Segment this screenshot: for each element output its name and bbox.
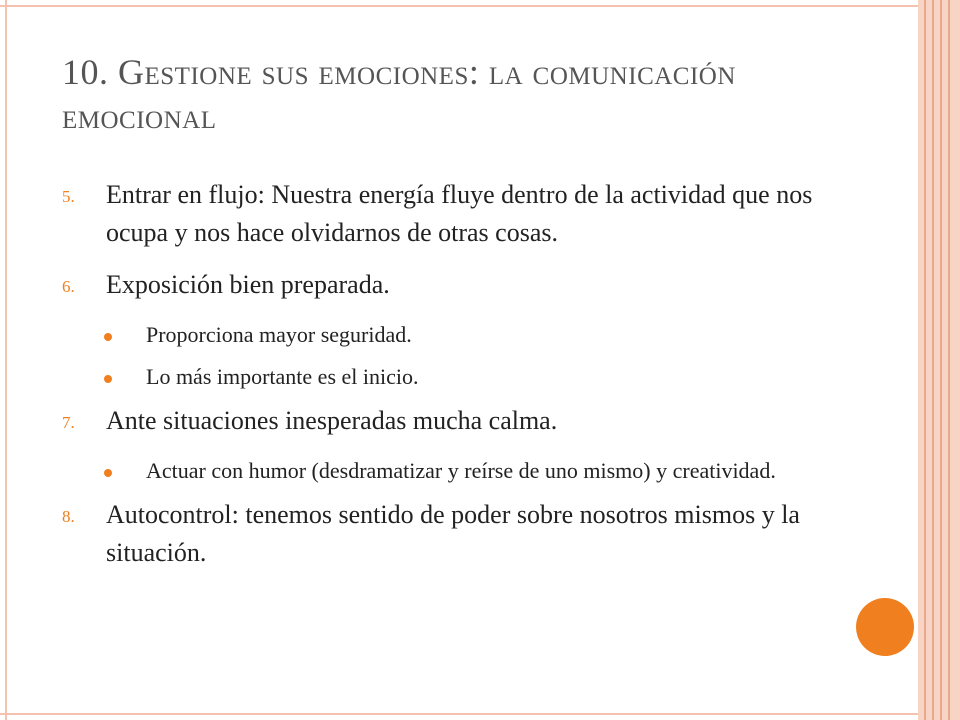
item-text: Ante situaciones inesperadas mucha calma.: [106, 406, 558, 435]
list-item: [62, 496, 822, 572]
slide-content: [62, 176, 822, 586]
sub-item-text: Lo más importante es el inicio.: [146, 364, 419, 389]
decorative-stripe: [940, 0, 942, 720]
slide-title: 10. Gestione sus emociones: la comunicación emocional: [62, 52, 736, 136]
decorative-stripe: [924, 0, 926, 720]
sub-list-item: [62, 360, 822, 394]
slide-border-left: [5, 0, 7, 720]
sub-list-item: [62, 454, 822, 488]
item-number: 7.: [62, 413, 75, 432]
item-text: Exposición bien preparada.: [106, 270, 390, 299]
sub-item-text: Proporciona mayor seguridad.: [146, 322, 412, 347]
decorative-stripe: [948, 0, 950, 720]
sub-list-item: [62, 318, 822, 352]
item-text: Autocontrol: tenemos sentido de poder sobre nosotros mismos y la situación.: [106, 500, 800, 567]
list-item: [62, 402, 822, 440]
list-item: [62, 176, 822, 252]
item-text: Entrar en flujo: Nuestra energía fluye dentro de la actividad que nos ocupa y nos hace olvidarnos de otras cosas.: [106, 180, 813, 247]
sub-item-text: Actuar con humor (desdramatizar y reírse de uno mismo) y creatividad.: [146, 458, 776, 483]
item-number: 6.: [62, 277, 75, 296]
bullet-icon: [104, 469, 112, 477]
decorative-orange-circle: [856, 598, 914, 656]
item-number: 8.: [62, 507, 75, 526]
decorative-stripe: [932, 0, 934, 720]
bullet-icon: [104, 375, 112, 383]
slide-border-top: [0, 5, 960, 7]
bullet-icon: [104, 333, 112, 341]
item-number: 5.: [62, 187, 75, 206]
list-item: [62, 266, 822, 304]
slide-border-bottom: [0, 713, 960, 715]
